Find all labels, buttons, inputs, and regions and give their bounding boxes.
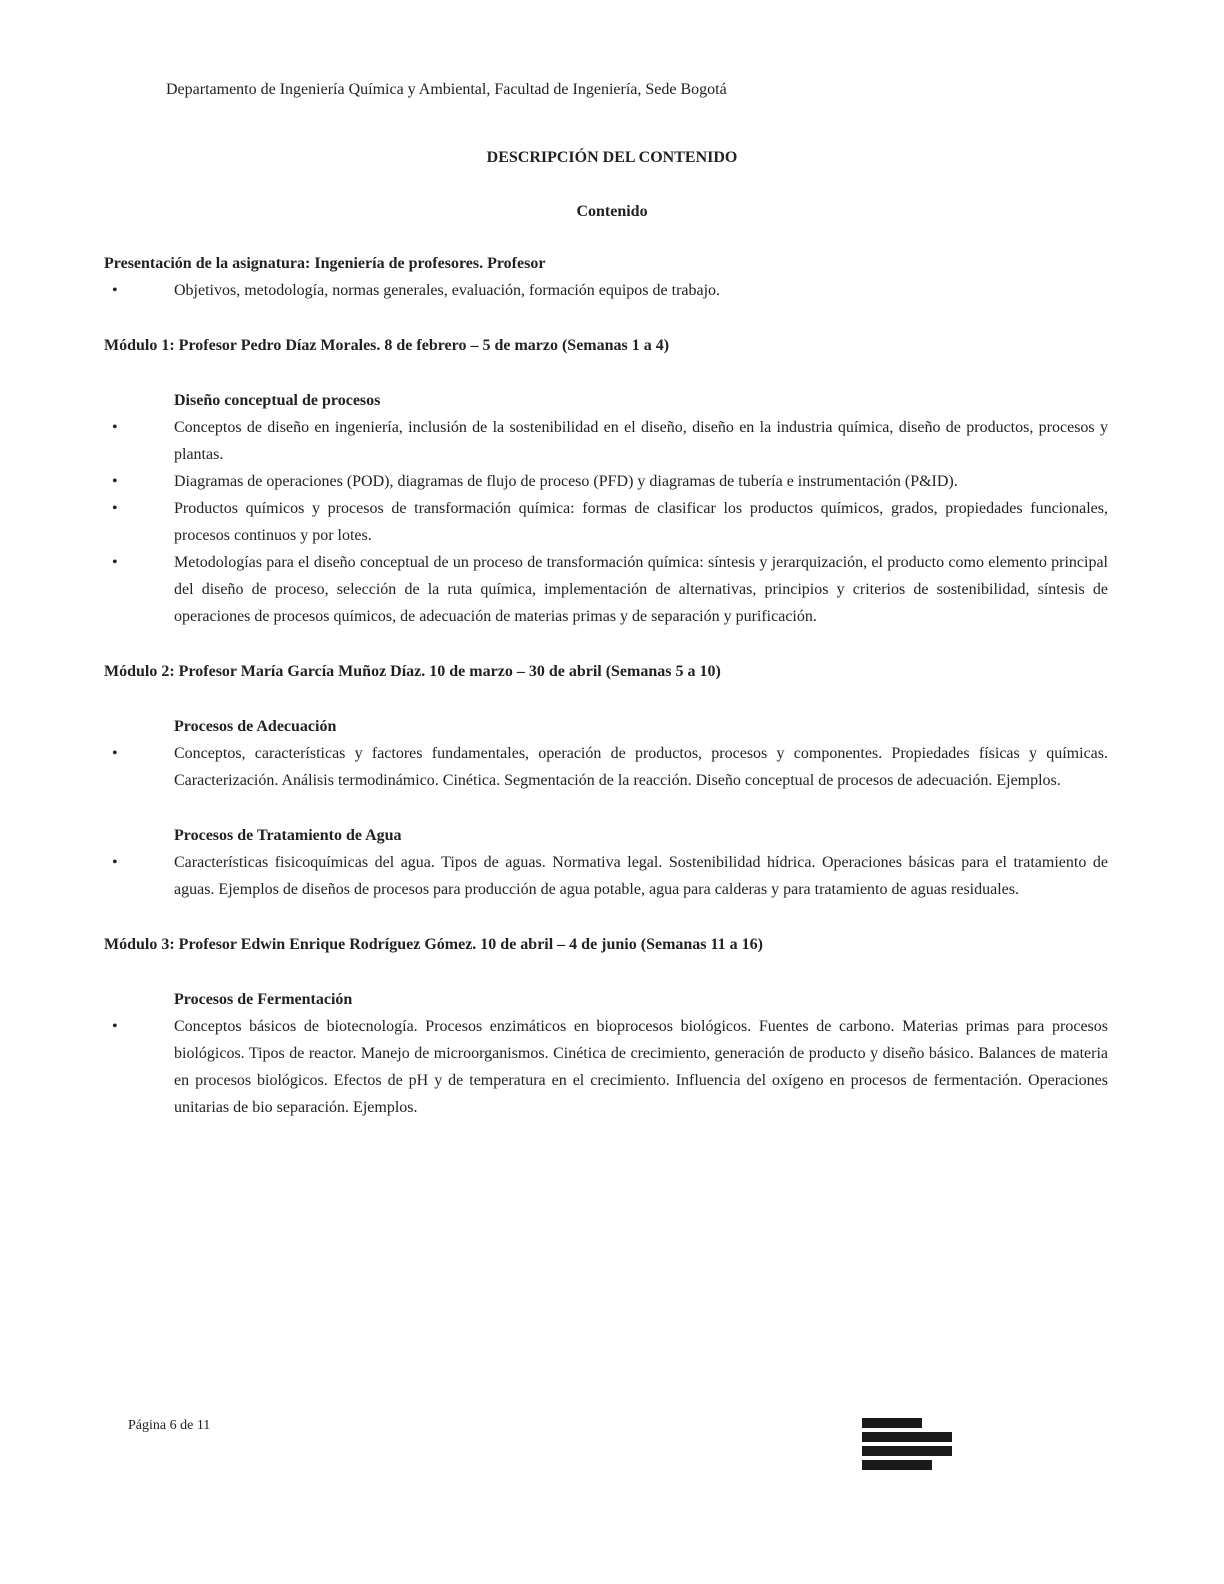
bullet-text: Objetivos, metodología, normas generales, evaluación, formación equipos de trabajo. (174, 282, 721, 299)
bullet-text: Productos químicos y procesos de transformación química: formas de clasificar los productos químicos, grados, propiedades funcionales, procesos continuos y por lotes. (174, 500, 1108, 544)
list-item (104, 849, 1108, 903)
page-header: Departamento de Ingeniería Química y Ambiental, Facultad de Ingeniería, Sede Bogotá (166, 81, 727, 98)
module-3-bullets (104, 1013, 1108, 1121)
logo-stripe (862, 1432, 952, 1442)
logo-stripe (862, 1418, 922, 1428)
module-2-subsection-2-bullets (104, 849, 1108, 903)
list-item (104, 549, 1108, 630)
bullet-text: Diagramas de operaciones (POD), diagramas de flujo de proceso (PFD) y diagramas de tubería e instrumentación (P&ID). (174, 473, 958, 490)
document-title: DESCRIPCIÓN DEL CONTENIDO (486, 149, 738, 166)
module-1-bullets (104, 414, 1108, 630)
intro-title: Presentación de la asignatura: Ingeniería de profesores. Profesor (104, 255, 546, 272)
logo-stripe (862, 1446, 952, 1456)
logo-stripe (862, 1460, 932, 1470)
bullet-text: Conceptos, características y factores fundamentales, operación de productos, procesos y componentes. Propiedades físicas y químicas. Caracterización. Análisis termodinámico. Cinética. Segmentación de la reacción. Diseño conceptual de procesos de adecuación. Ejemplos. (174, 745, 1108, 789)
bullet-mark: • (112, 473, 118, 490)
module-1-title: Módulo 1: Profesor Pedro Díaz Morales. 8 de febrero – 5 de marzo (Semanas 1 a 4) (104, 337, 670, 354)
list-item (104, 277, 1108, 304)
module-2-title: Módulo 2: Profesor María García Muñoz Díaz. 10 de marzo – 30 de abril (Semanas 5 a 10) (104, 663, 721, 680)
page-number: Página 6 de 11 (128, 1418, 211, 1433)
bullet-text: Metodologías para el diseño conceptual de un proceso de transformación química: síntesis y jerarquización, el producto como elemento principal del diseño de proceso, selección de la ruta química, implementación de alternativas, principios y criterios de sostenibilidad, síntesis de operaciones de procesos químicos, de adecuación de materias primas y de separación y purificación. (174, 554, 1108, 625)
intro-bullets (104, 277, 1108, 304)
list-item (104, 1013, 1108, 1121)
bullet-mark: • (112, 419, 118, 436)
document-subtitle: Contenido (576, 203, 648, 220)
module-2-subsection-1-bullets (104, 740, 1108, 794)
bullet-text: Características fisicoquímicas del agua. Tipos de aguas. Normativa legal. Sostenibilidad hídrica. Operaciones básicas para el tratamiento de aguas. Ejemplos de diseños de procesos para producción de agua potable, agua para calderas y para tratamiento de aguas residuales. (174, 854, 1108, 898)
bullet-mark: • (112, 854, 118, 871)
module-3-title: Módulo 3: Profesor Edwin Enrique Rodríguez Gómez. 10 de abril – 4 de junio (Semanas 11 a 16) (104, 936, 763, 953)
bullet-mark: • (112, 282, 118, 299)
bullet-mark: • (112, 745, 118, 762)
institution-logo (862, 1418, 952, 1474)
module-1-subsection-title: Diseño conceptual de procesos (174, 392, 381, 409)
list-item (104, 468, 1108, 495)
module-3-subsection-title: Procesos de Fermentación (174, 991, 353, 1008)
bullet-mark: • (112, 500, 118, 517)
list-item (104, 740, 1108, 794)
list-item (104, 414, 1108, 468)
bullet-mark: • (112, 554, 118, 571)
content-body (104, 250, 1108, 1121)
list-item (104, 495, 1108, 549)
bullet-mark: • (112, 1018, 118, 1035)
module-2-subsection-1-title: Procesos de Adecuación (174, 718, 337, 735)
bullet-text: Conceptos básicos de biotecnología. Procesos enzimáticos en bioprocesos biológicos. Fuentes de carbono. Materias primas para procesos biológicos. Tipos de reactor. Manejo de microorganismos. Cinética de crecimiento, generación de producto y diseño básico. Balances de materia en procesos biológicos. Efectos de pH y de temperatura en el crecimiento. Influencia del oxígeno en procesos de fermentación. Operaciones unitarias de bio separación. Ejemplos. (174, 1018, 1108, 1116)
module-2-subsection-2-title: Procesos de Tratamiento de Agua (174, 827, 402, 844)
bullet-text: Conceptos de diseño en ingeniería, inclusión de la sostenibilidad en el diseño, diseño en la industria química, diseño de productos, procesos y plantas. (174, 419, 1108, 463)
